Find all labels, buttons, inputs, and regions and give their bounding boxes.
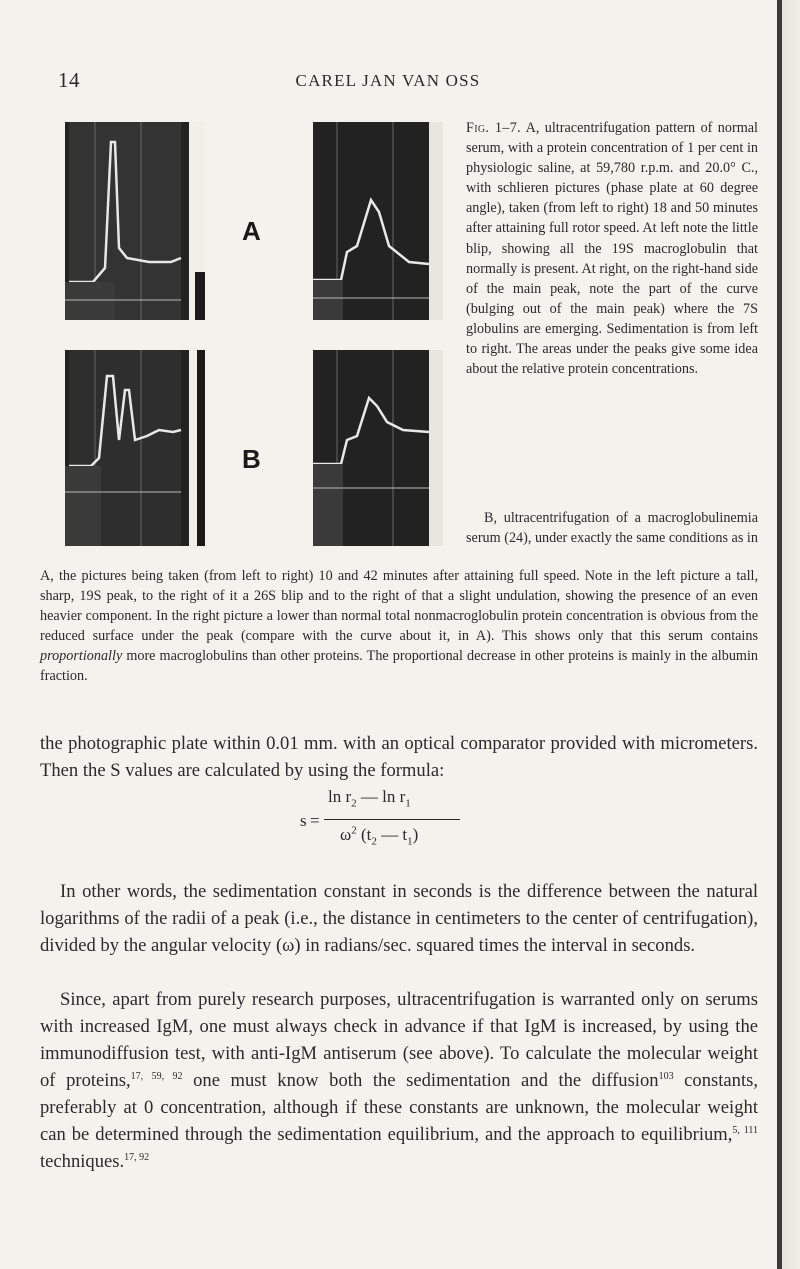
page-edge — [777, 0, 782, 1269]
panel-b-right — [313, 350, 443, 546]
running-head: CAREL JAN VAN OSS — [295, 71, 481, 90]
formula-den-op: — t — [376, 825, 408, 844]
formula-equals: = — [310, 811, 320, 830]
formula-num-b-sub: 1 — [405, 797, 411, 810]
panel-b-left — [65, 350, 205, 546]
formula-den-a-sup: 2 — [351, 824, 357, 837]
formula-num-op: — ln r — [356, 787, 406, 806]
para3-text-d: techniques. — [40, 1151, 125, 1172]
figure-label-a: A — [242, 216, 261, 246]
panel-a-right — [313, 122, 443, 320]
reference-superscript: 17, 59, 92 — [130, 1070, 183, 1082]
formula-fraction-bar — [324, 819, 460, 820]
figure-caption-a — [466, 118, 758, 379]
formula-num-a: ln r — [328, 787, 352, 806]
formula-den-b: (t — [356, 825, 372, 844]
figure-ultracentrifugation — [65, 122, 445, 552]
reference-superscript: 5, 111 — [732, 1124, 758, 1136]
caption-b-text-2: more macroglobulins than other proteins. The proportional decrease in other proteins is mainly in the albumin fraction. — [40, 648, 758, 685]
formula-lhs: s — [300, 811, 307, 830]
formula-numerator — [328, 787, 411, 809]
reference-superscript: 103 — [658, 1070, 674, 1082]
body-paragraph-1: the photographic plate within 0.01 mm. with an optical comparator provided with micrometers. Then the S values are calculated by using the formula: — [40, 733, 758, 781]
page-edge-shadow — [782, 0, 800, 1269]
caption-b-text-1: A, the pictures being taken (from left to right) 10 and 42 minutes after attaining full speed. Note in the left picture a tall, sharp, 19S peak, to the right of it a 26S blip and to the right of that a slight undulation, showing the presence of an even heavier component. In the right picture a lower than normal total nonmacroglobulin protein concentration is obvious from the reduced surface under the peak (compare with the curve about it, in A). This shows only that this serum contains — [40, 568, 758, 645]
figure-number: Fig. 1–7. — [466, 120, 521, 136]
formula-den-a: ω — [340, 825, 352, 844]
para3-text-b: one must know both the sedimentation and the diffusion — [182, 1070, 659, 1091]
panel-a-left — [65, 122, 205, 320]
figure-caption-b-continued — [40, 566, 758, 687]
formula-den-end: ) — [412, 825, 419, 844]
formula-num-a-sub: 2 — [351, 797, 357, 810]
reference-superscript: 17, 92 — [124, 1151, 150, 1163]
page-number: 14 — [58, 68, 80, 92]
formula-den-b-sub: 2 — [371, 835, 377, 848]
page-header — [58, 68, 758, 98]
formula-den-c-sub: 1 — [407, 835, 413, 848]
caption-b-emphasis: proportionally — [40, 648, 123, 665]
figure-label-b: B — [242, 444, 261, 474]
caption-part-a: A, ultracentrifugation pattern of normal serum, with a protein concentration of 1 per cent in physiologic saline, at 59,780 r.p.m. and 20.0° C., with schlieren pictures (phase plate at 60 degree angle), taken (from left to right) 18 and 50 minutes after attaining full rotor speed. At left note the little blip, showing all the 19S macroglobulin that normally is present. At right, on the right-hand side of the main peak, note the part of the curve (bulging out of the main peak) where the 7S globulins are emerging. Sedimentation is from left to right. The areas under the peaks give some idea about the relative protein concentrations. — [466, 120, 758, 378]
para3-text-c: constants, preferably at 0 concentration, although if these constants are unknown, the molecular weight can be determined through the sedimentation equilibrium, and the approach to equilibrium, — [40, 1070, 758, 1145]
formula-denominator — [340, 825, 418, 847]
figure-caption-b-start: B, ultracentrifugation of a macroglobulinemia serum (24), under exactly the same conditions as in — [466, 510, 758, 547]
sedimentation-formula — [300, 787, 500, 867]
para3-text-a: Since, apart from purely research purposes, ultracentrifugation is warranted only on serums with increased IgM, one must always check in advance if that IgM is increased, by using the immunodiffusion test, with anti-IgM antiserum (see above). To calculate the molecular weight of proteins, — [40, 989, 758, 1091]
body-paragraph-2: In other words, the sedimentation constant in seconds is the difference between the natural logarithms of the radii of a peak (i.e., the distance in centimeters to the center of centrifugation), divided by the angular velocity (ω) in radians/sec. squared times the interval in seconds. — [40, 881, 758, 956]
body-paragraph-3 — [40, 986, 758, 1175]
